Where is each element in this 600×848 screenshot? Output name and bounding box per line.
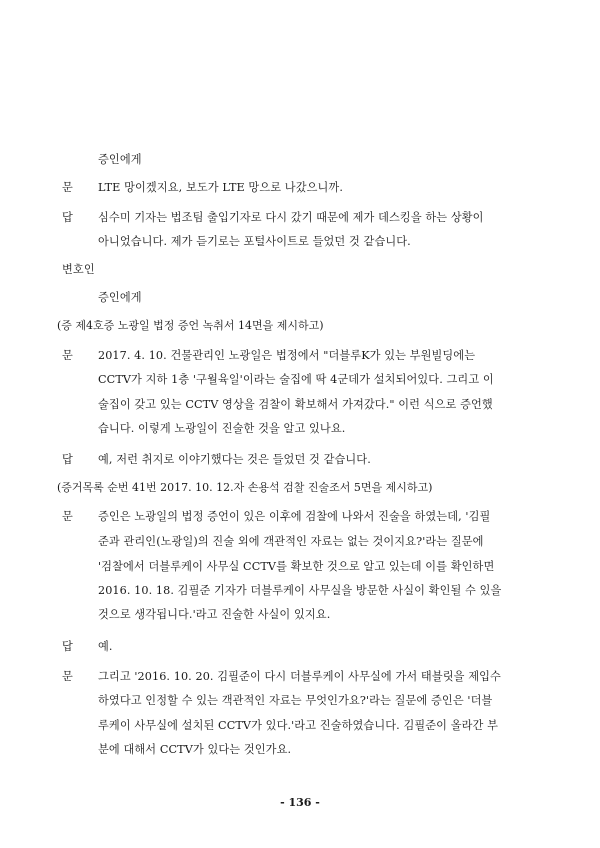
qa-label: 문 (62, 670, 73, 683)
qa-line: 2017. 4. 10. 건물관리인 노광일은 법정에서 "더블루K가 있는 부원빌딩에는 (98, 349, 476, 362)
qa-line: CCTV가 지하 1층 '구월육일'이라는 술집에 딱 4군데가 설치되어있다. 그리고 이 (98, 373, 494, 386)
qa-line: '검찰에서 더블루케이 사무실 CCTV를 확보한 것으로 알고 있는데 이를 확인하면 (98, 560, 495, 573)
qa-label: 문 (62, 181, 73, 194)
exhibit-note: (증 제4호증 노광일 법정 증언 녹취서 14면을 제시하고) (57, 319, 324, 332)
qa-line: 그리고 '2016. 10. 20. 김필준이 다시 더블루케이 사무실에 가서 태블릿을 제입수 (98, 670, 501, 683)
qa-line: 준과 관리인(노광일)의 진술 외에 객관적인 자료는 없는 것이지요?'라는 질문에 (98, 535, 484, 548)
qa-line: 분에 대해서 CCTV가 있다는 것인가요. (98, 743, 292, 756)
qa-label: 답 (62, 211, 73, 224)
qa-line: 예. (98, 640, 113, 653)
qa-label: 답 (62, 640, 73, 653)
addressee-line: 증인에게 (98, 153, 142, 166)
qa-line: 것으로 생각됩니다.'라고 진술한 사실이 있지요. (98, 608, 331, 621)
addressee-line: 증인에게 (98, 291, 142, 304)
qa-line: 아니었습니다. 제가 듣기로는 포털사이트로 들었던 것 같습니다. (98, 235, 411, 248)
page-number: - 136 - (280, 796, 320, 809)
speaker-line: 변호인 (62, 263, 95, 276)
exhibit-note: (증거목록 순번 41번 2017. 10. 12.자 손용석 검찰 진술조서 5면을 제시하고) (57, 481, 433, 494)
qa-line: 하였다고 인정할 수 있는 객관적인 자료는 무엇인가요?'라는 질문에 증인은 '더블 (98, 694, 493, 707)
qa-label: 문 (62, 349, 73, 362)
qa-line: 2016. 10. 18. 김필준 기자가 더블루케이 사무실을 방문한 사실이 확인될 수 있을 (98, 584, 502, 597)
qa-line: 습니다. 이렇게 노광일이 진술한 것을 알고 있나요. (98, 422, 346, 435)
qa-line: LTE 망이겠지요, 보도가 LTE 망으로 나갔으니까. (98, 181, 343, 194)
qa-line: 술집이 갖고 있는 CCTV 영상을 검찰이 확보해서 가져갔다." 이런 식으로 증언했 (98, 398, 493, 411)
qa-line: 루케이 사무실에 설치된 CCTV가 있다.'라고 진술하였습니다. 김필준이 올라간 부 (98, 719, 499, 732)
qa-line: 증인은 노광일의 법정 증언이 있은 이후에 검찰에 나와서 진술을 하였는데, '김필 (98, 510, 491, 523)
qa-label: 문 (62, 510, 73, 523)
qa-label: 답 (62, 453, 73, 466)
qa-line: 심수미 기자는 법조팀 출입기자로 다시 갔기 때문에 제가 데스킹을 하는 상황이 (98, 211, 484, 224)
qa-line: 예, 저런 취지로 이야기했다는 것은 들었던 것 같습니다. (98, 453, 371, 466)
